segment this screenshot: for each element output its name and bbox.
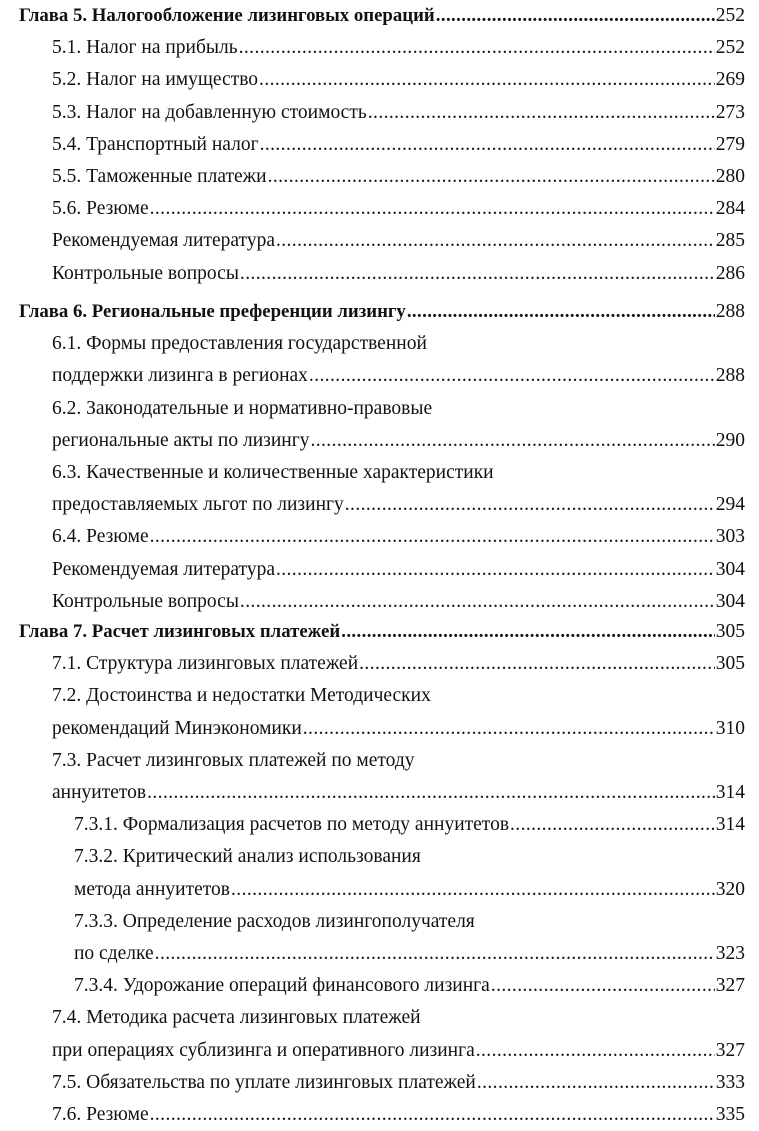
section-entry-text: 5.6. Резюме [52, 198, 149, 219]
subsection-entry-line [74, 906, 475, 938]
subsection-entry-text: 7.3.4. Удорожание операций финансового лизинга [74, 975, 490, 996]
section-entry-line [52, 554, 745, 586]
page-number: 286 [715, 263, 745, 284]
section-entry-text: 7.2. Достоинства и недостатки Методических [52, 685, 431, 706]
page-number: 252 [715, 5, 745, 26]
dot-leader [268, 161, 715, 193]
section-entry-text: региональные акты по лизингу [52, 430, 310, 451]
subsection-entry-line [74, 841, 421, 873]
dot-leader [147, 777, 715, 809]
dot-leader [436, 0, 715, 32]
section-entry-line [52, 360, 745, 392]
dot-leader [259, 64, 715, 96]
section-entry-line [52, 32, 745, 64]
section-entry-line [52, 393, 432, 425]
section-entry-line [52, 193, 745, 225]
section-entry-text: аннуитетов [52, 782, 147, 803]
chapter-heading-line [19, 296, 745, 328]
subsection-entry-line [74, 874, 745, 906]
section-entry-text: 6.2. Законодательные и нормативно-правовые [52, 398, 433, 419]
section-entry-text: 5.4. Транспортный налог [52, 134, 259, 155]
dot-leader [303, 713, 715, 745]
page-number: 314 [715, 782, 745, 803]
section-entry-line [52, 64, 745, 96]
subsection-entry-text: 7.3.3. Определение расходов лизингополучателя [74, 911, 475, 932]
section-entry-line [52, 425, 745, 457]
section-entry-text: 5.1. Налог на прибыль [52, 37, 238, 58]
dot-leader [345, 489, 715, 521]
section-entry-text: 7.5. Обязательства по уплате лизинговых платежей [52, 1072, 476, 1093]
section-entry-line [52, 1035, 745, 1067]
dot-leader [476, 1035, 715, 1067]
subsection-entry-text: 7.3.2. Критический анализ использования [74, 846, 421, 867]
dot-leader [240, 258, 715, 290]
subsection-entry-text: 7.3.1. Формализация расчетов по методу аннуитетов [74, 814, 510, 835]
section-entry-text: 7.6. Резюме [52, 1104, 149, 1125]
section-entry-line [52, 129, 745, 161]
page-number: 290 [715, 430, 745, 451]
dot-leader [341, 616, 715, 648]
section-entry-text: Контрольные вопросы [52, 591, 239, 612]
page-number: 335 [715, 1104, 745, 1125]
section-entry-text: Рекомендуемая литература [52, 559, 275, 580]
page-number: 333 [715, 1072, 745, 1093]
page-number: 285 [715, 230, 745, 251]
dot-leader [240, 586, 715, 618]
section-entry-line [52, 457, 494, 489]
page-number: 303 [715, 526, 745, 547]
dot-leader [150, 521, 715, 553]
page-number: 280 [715, 166, 745, 187]
page-number: 279 [715, 134, 745, 155]
page-number: 305 [715, 653, 745, 674]
section-entry-text: поддержки лизинга в регионах [52, 365, 308, 386]
page-number: 327 [715, 975, 745, 996]
dot-leader [155, 938, 715, 970]
dot-leader [477, 1067, 715, 1099]
section-entry-line [52, 777, 745, 809]
subsection-entry-line [74, 970, 745, 1002]
section-entry-line [52, 258, 745, 290]
page-number: 320 [715, 879, 745, 900]
page-number: 305 [715, 621, 745, 642]
subsection-entry-text: метода аннуитетов [74, 879, 231, 900]
section-entry-text: рекомендаций Минэкономики [52, 718, 302, 739]
page-number: 273 [715, 102, 745, 123]
section-entry-text: 5.5. Таможенные платежи [52, 166, 267, 187]
dot-leader [276, 225, 715, 257]
section-entry-text: при операциях сублизинга и оперативного лизинга [52, 1040, 475, 1061]
section-entry-line [52, 586, 745, 618]
page-number: 252 [715, 37, 745, 58]
section-entry-line [52, 1099, 745, 1131]
page-number: 284 [715, 198, 745, 219]
page-number: 304 [715, 591, 745, 612]
section-entry-text: 5.3. Налог на добавленную стоимость [52, 102, 367, 123]
section-entry-text: 6.4. Резюме [52, 526, 149, 547]
dot-leader [491, 970, 715, 1002]
page-number: 323 [715, 943, 745, 964]
dot-leader [510, 809, 715, 841]
subsection-entry-text: по сделке [74, 943, 154, 964]
subsection-entry-line [74, 938, 745, 970]
dot-leader [150, 193, 715, 225]
chapter-heading-line [19, 0, 745, 32]
dot-leader [368, 97, 715, 129]
section-entry-line [52, 680, 431, 712]
section-entry-line [52, 97, 745, 129]
section-entry-line [52, 161, 745, 193]
chapter-heading-line [19, 616, 745, 648]
page-number: 310 [715, 718, 745, 739]
section-entry-text: Контрольные вопросы [52, 263, 239, 284]
section-entry-text: 6.3. Качественные и количественные характеристики [52, 462, 494, 483]
dot-leader [276, 554, 715, 586]
dot-leader [359, 648, 715, 680]
section-entry-line [52, 745, 415, 777]
section-entry-line [52, 225, 745, 257]
chapter-heading-text: Глава 6. Региональные преференции лизингу [19, 301, 406, 322]
subsection-entry-line [74, 809, 745, 841]
section-entry-line [52, 489, 745, 521]
section-entry-text: предоставляемых льгот по лизингу [52, 494, 344, 515]
dot-leader [239, 32, 715, 64]
section-entry-line [52, 328, 427, 360]
dot-leader [260, 129, 715, 161]
section-entry-line [52, 1002, 421, 1034]
page-number: 269 [715, 69, 745, 90]
dot-leader [309, 360, 715, 392]
page-number: 327 [715, 1040, 745, 1061]
section-entry-text: 7.3. Расчет лизинговых платежей по методу [52, 750, 415, 771]
page-number: 304 [715, 559, 745, 580]
section-entry-line [52, 648, 745, 680]
dot-leader [310, 425, 714, 457]
section-entry-line [52, 1067, 745, 1099]
section-entry-text: Рекомендуемая литература [52, 230, 275, 251]
dot-leader [231, 874, 715, 906]
chapter-heading-text: Глава 5. Налогообложение лизинговых операций [19, 5, 435, 26]
section-entry-text: 6.1. Формы предоставления государственной [52, 333, 427, 354]
section-entry-line [52, 713, 745, 745]
section-entry-line [52, 521, 745, 553]
page-number: 288 [715, 365, 745, 386]
section-entry-text: 7.1. Структура лизинговых платежей [52, 653, 359, 674]
chapter-heading-text: Глава 7. Расчет лизинговых платежей [19, 621, 341, 642]
dot-leader [150, 1099, 715, 1131]
page-number: 294 [715, 494, 745, 515]
page-number: 288 [715, 301, 745, 322]
dot-leader [407, 296, 715, 328]
section-entry-text: 5.2. Налог на имущество [52, 69, 259, 90]
section-entry-text: 7.4. Методика расчета лизинговых платежей [52, 1007, 421, 1028]
page-number: 314 [715, 814, 745, 835]
